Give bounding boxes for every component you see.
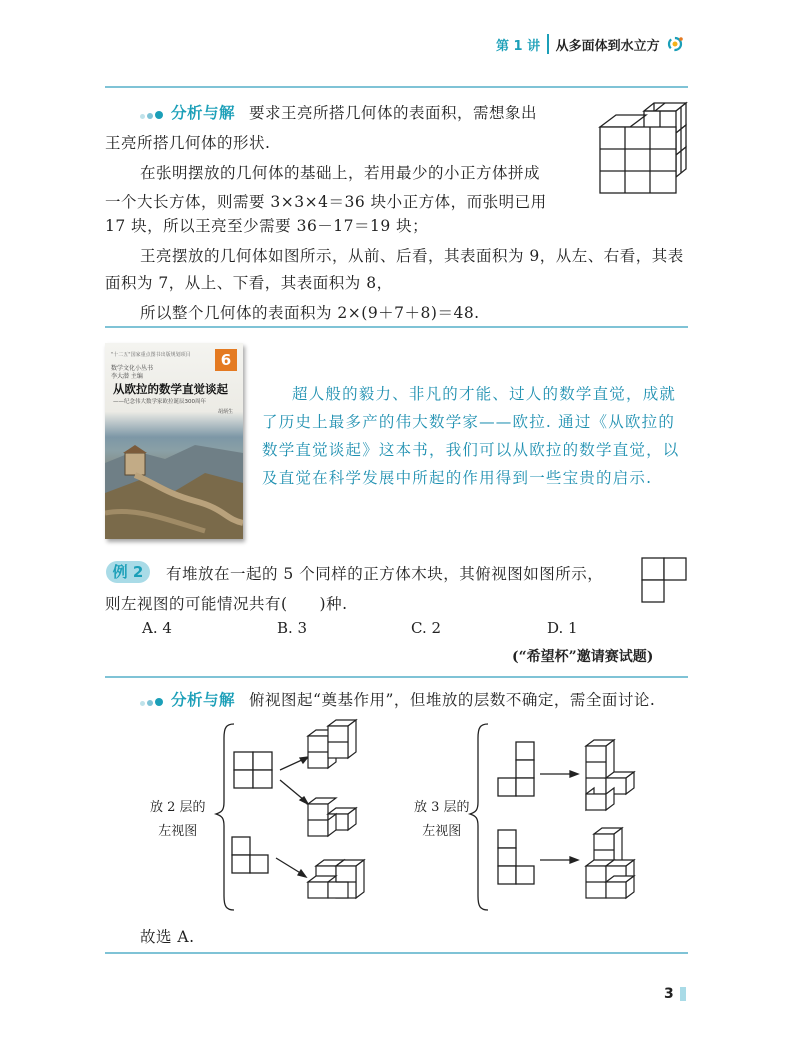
cube-block-figure	[596, 101, 692, 197]
option-d: D. 1	[547, 619, 578, 637]
blurb-line-1: 了历史上最多产的伟大数学家——欧拉. 通过《从欧拉的	[262, 413, 676, 431]
option-b: B. 3	[277, 619, 308, 637]
running-header	[496, 32, 685, 56]
left-group-label-2: 左视图	[158, 824, 198, 839]
right-group-label-2: 左视图	[422, 824, 462, 839]
analysis2-label: 分析与解	[171, 691, 236, 709]
book-series-top: "十二五"国家重点图书出版规划项目	[111, 352, 191, 358]
book-title: 从欧拉的数学直觉谈起	[113, 382, 228, 396]
analysis2-first-line	[140, 688, 655, 710]
option-a: A. 4	[142, 619, 172, 637]
analysis1-line-0: 要求王亮所搭几何体的表面积，需想象出	[249, 104, 538, 122]
divider-top	[105, 86, 688, 88]
book-number: 6	[215, 349, 237, 371]
problem-source: (“希望杯”邀请赛试题)	[512, 649, 654, 665]
example-badge: 例 2	[106, 561, 150, 583]
swirl-icon	[665, 34, 685, 54]
analysis1-line-6: 面积为 7，从上、下看，其表面积为 8，	[105, 274, 393, 292]
blurb-line-3: 及直觉在科学发展中所起的作用得到一些宝贵的启示.	[262, 469, 653, 487]
header-divider	[547, 34, 549, 54]
dots-icon	[140, 105, 165, 123]
top-view-figure	[640, 556, 690, 606]
blurb-line-2: 数学直觉谈起》这本书，我们可以从欧拉的数学直觉，以	[262, 441, 680, 459]
analysis1-first-line	[140, 101, 537, 123]
lecture-title: 从多面体到水立方	[555, 38, 660, 54]
analysis2-text: 俯视图起“奠基作用”，但堆放的层数不确定，需全面讨论.	[249, 691, 656, 709]
analysis1-line-2: 在张明摆放的几何体的基础上，若用最少的小正方体拼成	[140, 164, 541, 182]
dots-icon	[140, 692, 165, 710]
book-series-name: 数学文化小丛书	[111, 365, 154, 372]
book-subtitle: ——纪念伟大数学家欧拉诞辰300周年	[113, 399, 206, 405]
analysis1-line-5: 王亮摆放的几何体如图所示，从前、后看，其表面积为 9，从左、右看，其表	[140, 247, 684, 265]
analysis-diagram	[212, 716, 672, 916]
example2-line-0: 有堆放在一起的 5 个同样的正方体木块，其俯视图如图所示，	[166, 565, 604, 583]
divider-before-analysis2	[105, 676, 688, 678]
analysis1-line-7: 所以整个几何体的表面积为 2×(9＋7＋8)＝48.	[140, 304, 480, 322]
lecture-number: 第 1 讲	[496, 38, 541, 54]
book-cover-image	[105, 343, 243, 539]
right-group-label-1: 放 3 层的	[414, 800, 470, 815]
page-tab	[680, 987, 686, 1001]
analysis1-line-4: 17 块，所以王亮至少需要 36－17＝19 块；	[105, 217, 429, 235]
left-bracket	[216, 724, 234, 910]
page-number: 3	[664, 986, 674, 1002]
analysis2-conclusion: 故选 A.	[140, 928, 195, 946]
great-wall-picture	[105, 423, 243, 539]
right-bracket	[470, 724, 488, 910]
analysis1-line-3: 一个大长方体，则需要 3×3×4＝36 块小正方体，而张明已用	[105, 193, 547, 211]
book-author: 胡炳生	[217, 409, 233, 415]
left-group-label	[150, 796, 206, 844]
analysis1-line-1: 王亮所搭几何体的形状.	[105, 134, 271, 152]
blurb-line-0: 超人般的毅力、非凡的才能、过人的数学直觉，成就	[292, 385, 677, 403]
left-group-label-1: 放 2 层的	[150, 800, 206, 815]
divider-after-analysis1	[105, 326, 688, 328]
analysis1-label: 分析与解	[171, 104, 236, 122]
divider-bottom	[105, 952, 688, 954]
example2-line-1: 则左视图的可能情况共有( )种.	[105, 595, 348, 613]
book-editor: 李大潜 主编	[111, 373, 143, 380]
option-c: C. 2	[411, 619, 442, 637]
